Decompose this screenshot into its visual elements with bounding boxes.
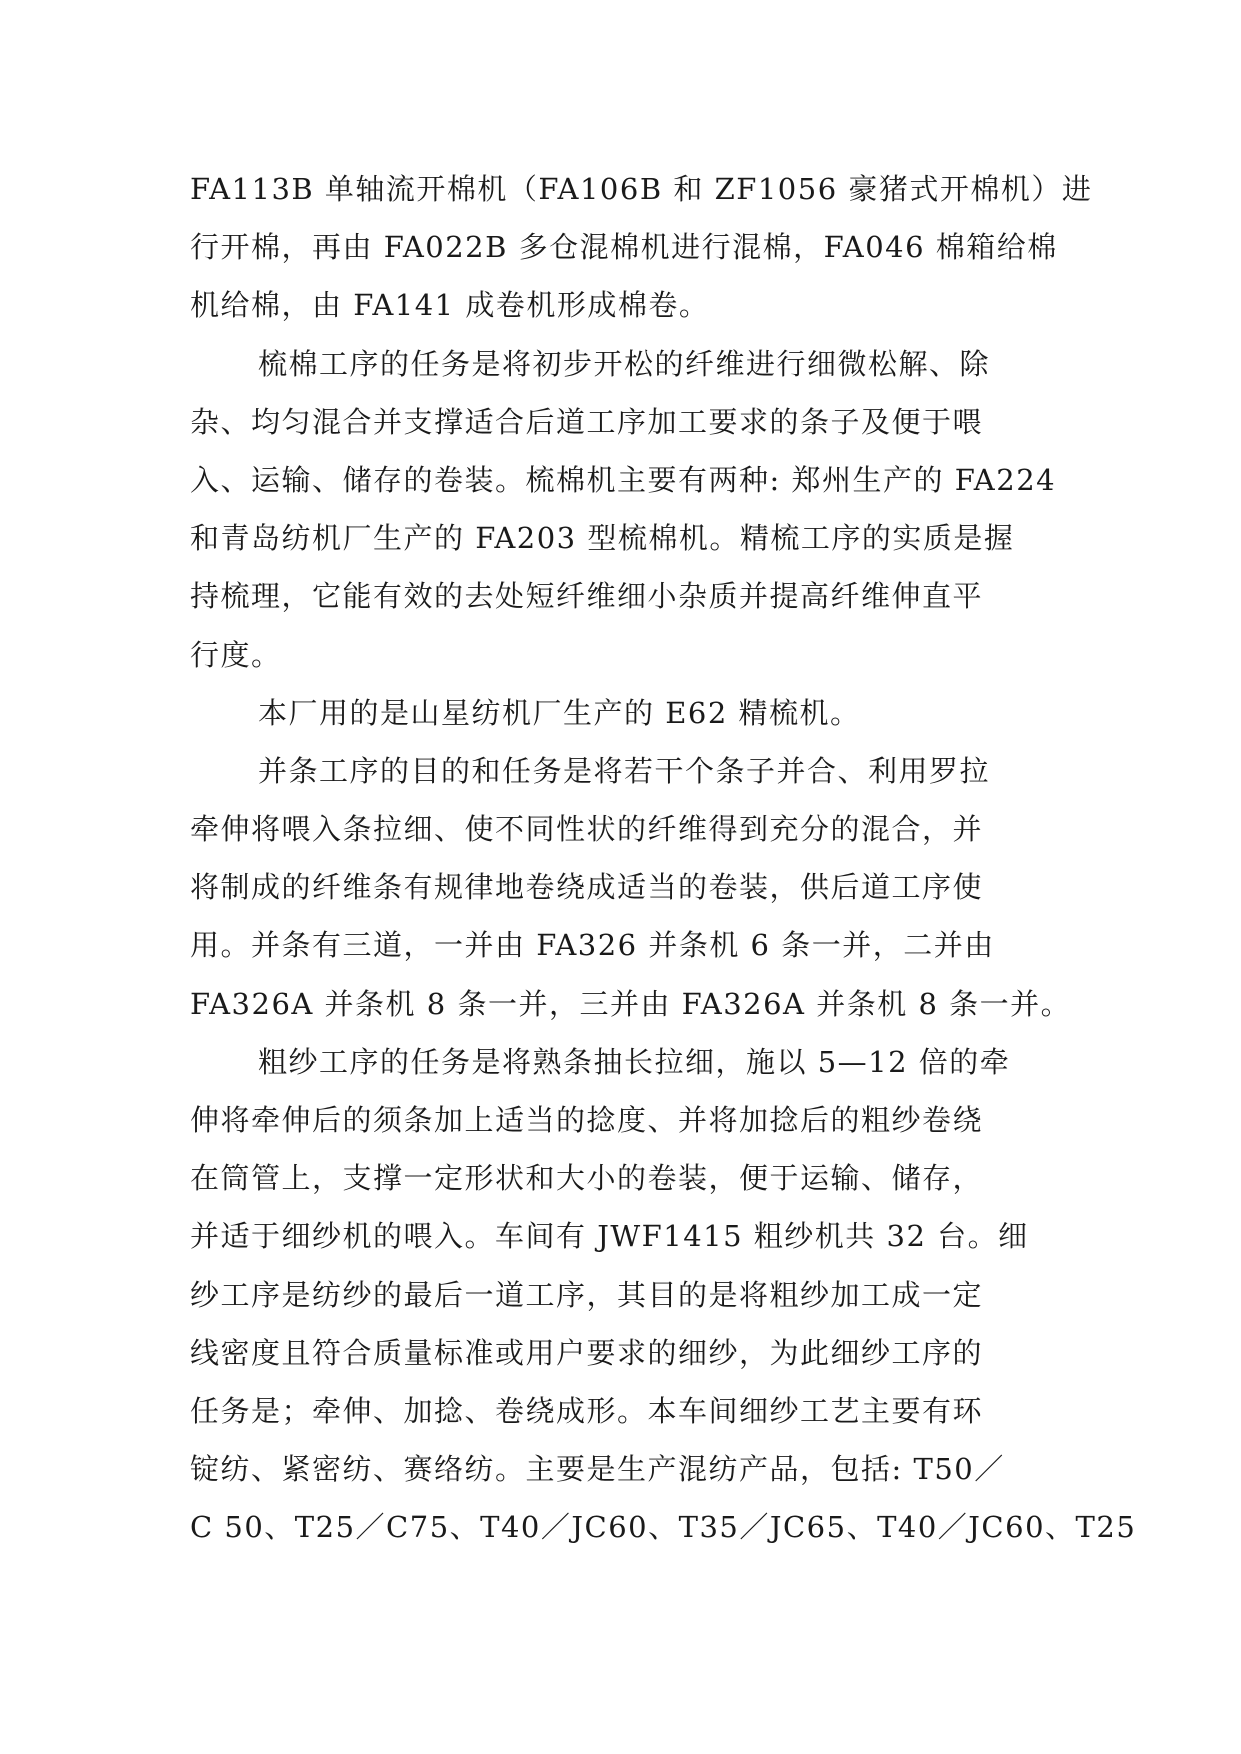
text-line: 并适于细纱机的喂入。车间有 JWF1415 粗纱机共 32 台。细 [190,1219,1029,1254]
text-line: FA113B 单轴流开棉机（FA106B 和 ZF1056 豪猪式开棉机）进 [190,172,1093,206]
text-line: 行开棉，再由 FA022B 多仓混棉机进行混棉，FA046 棉箱给棉 [190,230,1058,265]
text-line: 任务是；牵伸、加捻、卷绕成形。本车间细纱工艺主要有环 [190,1393,984,1428]
text-line: 并条工序的目的和任务是将若干个条子并合、利用罗拉 [258,753,991,788]
text-line: 入、运输、储存的卷装。梳棉机主要有两种: 郑州生产的 FA224 [190,462,1057,497]
text-line: 持梳理，它能有效的去处短纤维细小杂质并提高纤维伸直平 [190,579,984,614]
text-line: 用。并条有三道，一并由 FA326 并条机 6 条一并，二并由 [190,928,995,963]
text-line: C 50、T25／C75、T40／JC60、T35／JC65、T40／JC60、T25 [190,1510,1137,1545]
text-line: 伸将牵伸后的须条加上适当的捻度、并将加捻后的粗纱卷绕 [190,1103,984,1137]
text-line: 行度。 [190,637,282,672]
text-line: 杂、均匀混合并支撑适合后道工序加工要求的条子及便于喂 [190,404,984,439]
text-line: 本厂用的是山星纺机厂生产的 E62 精梳机。 [258,695,861,730]
text-line: 粗纱工序的任务是将熟条抽长拉细，施以 5—12 倍的牵 [258,1044,1011,1079]
text-line: 在筒管上，支撑一定形状和大小的卷装，便于运输、储存， [190,1161,984,1196]
text-line: 将制成的纤维条有规律地卷绕成适当的卷装，供后道工序使 [190,870,984,905]
text-line: 机给棉，由 FA141 成卷机形成棉卷。 [190,288,710,323]
text-line: 牵伸将喂入条拉细、使不同性状的纤维得到充分的混合，并 [190,812,984,847]
text-line: 锭纺、紧密纺、赛络纺。主要是生产混纺产品，包括: T50／ [190,1452,1005,1487]
document-body [190,160,1137,1557]
text-line: 纱工序是纺纱的最后一道工序，其目的是将粗纱加工成一定 [190,1277,984,1312]
text-line: 梳棉工序的任务是将初步开松的纤维进行细微松解、除 [258,346,991,381]
text-line: 线密度且符合质量标准或用户要求的细纱，为此细纱工序的 [190,1335,984,1370]
text-line: 和青岛纺机厂生产的 FA203 型梳棉机。精梳工序的实质是握 [190,521,1015,556]
text-line: FA326A 并条机 8 条一并，三并由 FA326A 并条机 8 条一并。 [190,986,1072,1021]
